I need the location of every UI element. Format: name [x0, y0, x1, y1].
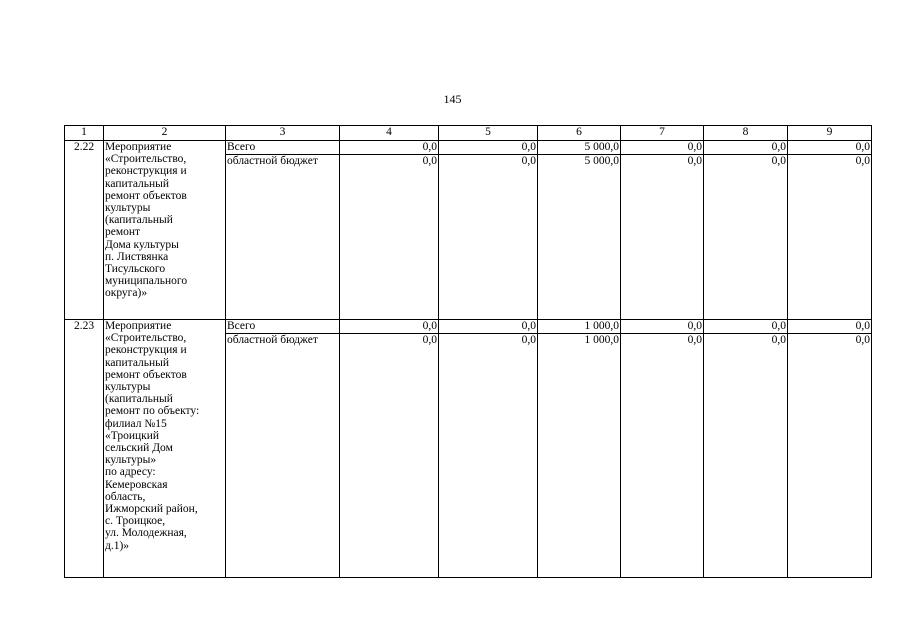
value-cell: 0,0 [340, 320, 439, 334]
value-cell: 0,0 [621, 320, 704, 334]
table-row [65, 320, 872, 334]
column-header: 2 [104, 126, 226, 141]
value-cell: 0,0 [340, 141, 439, 155]
activity-name: Мероприятие «Строительство, реконструкция и капитальный ремонт объектов культуры (капитальный ремонт по объекту: филиал №15 «Троицкий сельский Дом культуры» по адресу: Кемеровская область, Ижморский район, с. Троицкое, ул. Молодежная, д.1)» [104, 320, 226, 578]
activity-name: Мероприятие «Строительство, реконструкция и капитальный ремонт объектов культуры (капитальный ремонт Дома культуры п. Листвянка Тисульского муниципального округа)» [104, 141, 226, 320]
value-cell: 0,0 [340, 155, 439, 320]
value-cell: 0,0 [704, 155, 788, 320]
column-header: 8 [704, 126, 788, 141]
column-header: 4 [340, 126, 439, 141]
value-cell: 5 000,0 [538, 155, 621, 320]
row-number: 2.23 [65, 320, 104, 578]
value-cell: 0,0 [439, 320, 538, 334]
column-header: 7 [621, 126, 704, 141]
value-cell: 0,0 [704, 320, 788, 334]
value-cell: 0,0 [621, 155, 704, 320]
value-cell: 0,0 [621, 141, 704, 155]
value-cell: 1 000,0 [538, 320, 621, 334]
value-cell: 0,0 [788, 155, 872, 320]
column-header: 5 [439, 126, 538, 141]
column-header: 1 [65, 126, 104, 141]
value-cell: 0,0 [788, 141, 872, 155]
value-cell: 0,0 [439, 334, 538, 578]
value-cell: 0,0 [704, 141, 788, 155]
value-cell: 0,0 [788, 320, 872, 334]
column-header: 9 [788, 126, 872, 141]
value-cell: 0,0 [340, 334, 439, 578]
table-row [65, 141, 872, 155]
value-cell: 0,0 [439, 155, 538, 320]
value-cell: 0,0 [621, 334, 704, 578]
funding-source: областной бюджет [226, 155, 340, 320]
page-number: 145 [443, 92, 462, 106]
row-number: 2.22 [65, 141, 104, 320]
value-cell: 1 000,0 [538, 334, 621, 578]
funding-source: областной бюджет [226, 334, 340, 578]
column-header: 6 [538, 126, 621, 141]
column-header: 3 [226, 126, 340, 141]
budget-table [64, 125, 872, 578]
funding-source: Всего [226, 141, 340, 155]
value-cell: 0,0 [788, 334, 872, 578]
funding-source: Всего [226, 320, 340, 334]
table-header-row [65, 126, 872, 141]
value-cell: 0,0 [439, 141, 538, 155]
value-cell: 0,0 [704, 334, 788, 578]
value-cell: 5 000,0 [538, 141, 621, 155]
